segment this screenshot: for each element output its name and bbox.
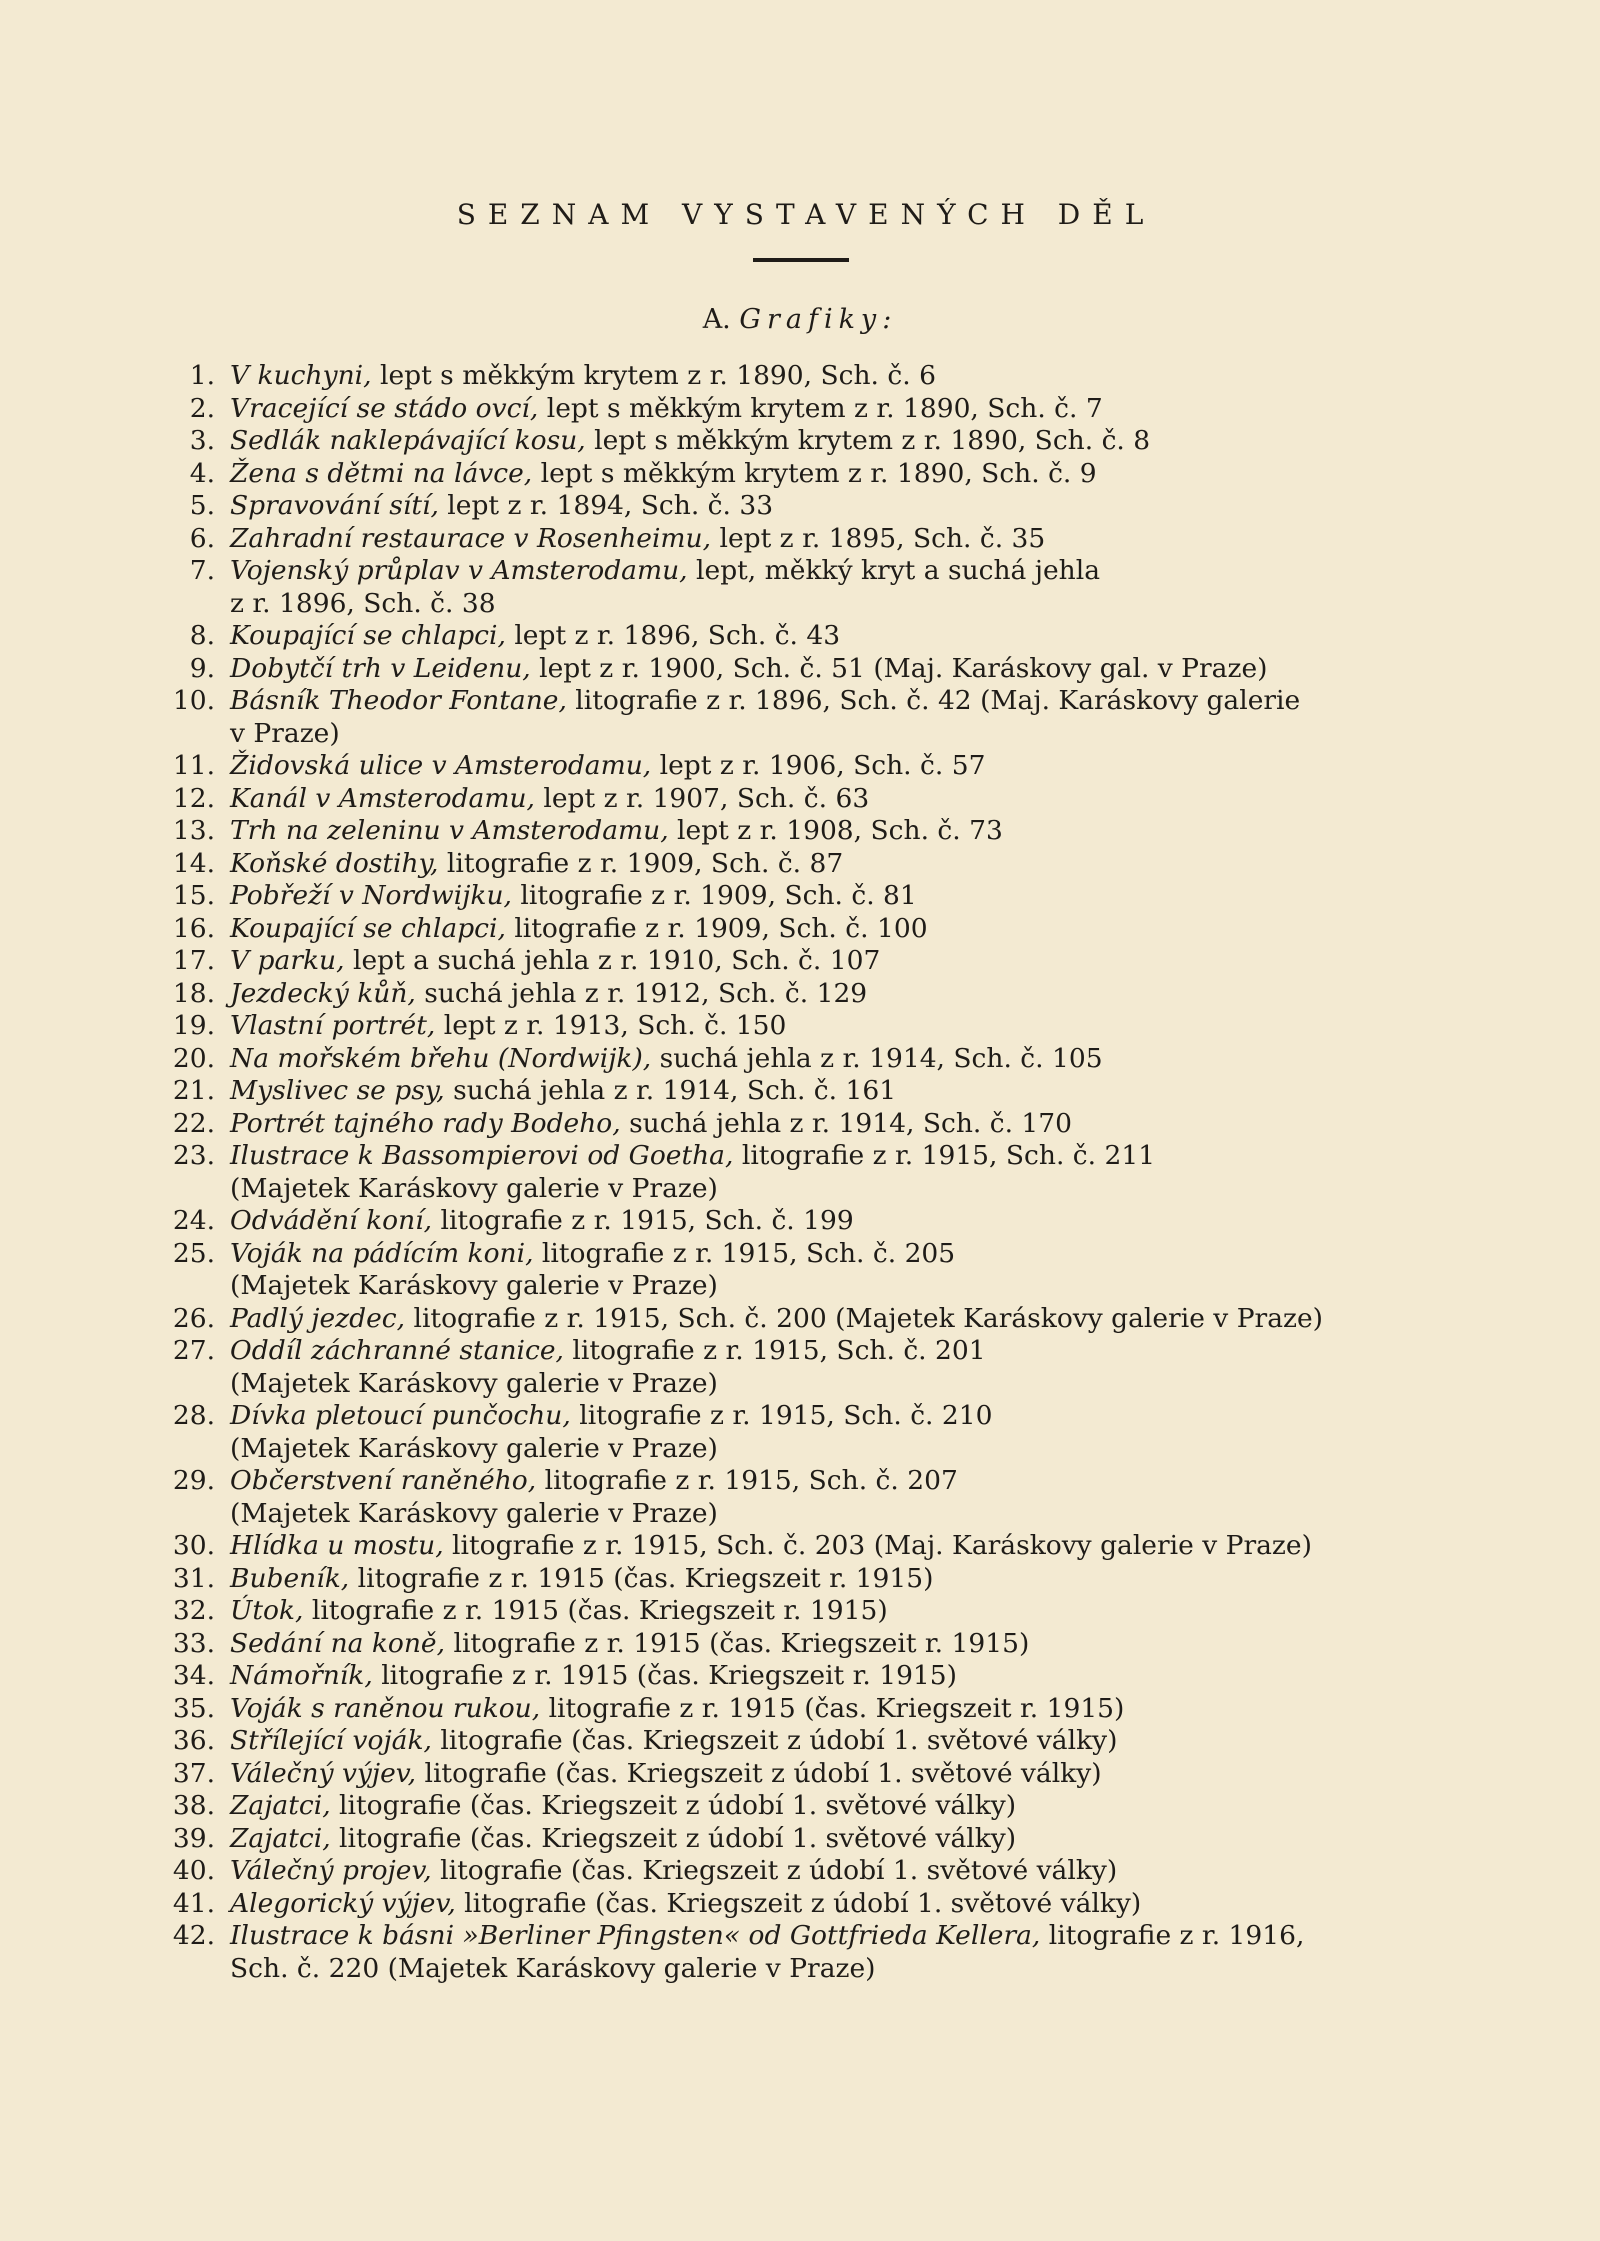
work-details: litografie (čas. Kriegszeit z údobí 1. světové války) xyxy=(416,1757,1102,1789)
list-item xyxy=(150,1530,1450,1563)
work-title: V kuchyni, xyxy=(230,360,372,391)
list-item xyxy=(150,750,1450,783)
work-details: litografie z r. 1915, Sch. č. 199 xyxy=(432,1205,854,1236)
item-number: 23. xyxy=(172,1140,215,1171)
work-title: Koupající se chlapci, xyxy=(230,912,506,944)
work-title: Vlastní portrét, xyxy=(230,1010,436,1041)
list-item xyxy=(150,1010,1450,1043)
item-number: 12. xyxy=(172,782,215,814)
work-details: lept s měkkým krytem z r. 1890, Sch. č. 7 xyxy=(538,392,1103,424)
work-title: Zajatci, xyxy=(230,1790,331,1821)
work-title: Střílející voják, xyxy=(230,1725,432,1756)
work-details: litografie z r. 1915, Sch. č. 200 (Majetek Karáskovy galerie v Praze) xyxy=(405,1302,1323,1334)
section-title: Grafiky: xyxy=(739,304,898,335)
item-number: 29. xyxy=(172,1465,215,1496)
list-item xyxy=(150,1140,1450,1205)
work-details: litografie z r. 1909, Sch. č. 81 xyxy=(511,880,917,911)
work-title: Zahradní restaurace v Rosenheimu, xyxy=(230,522,712,554)
work-details: lept s měkkým krytem z r. 1890, Sch. č. 6 xyxy=(371,360,936,391)
work-details: lept, měkký kryt a suchá jehla xyxy=(687,555,1101,586)
item-number: 34. xyxy=(172,1660,215,1691)
item-number: 19. xyxy=(172,1010,215,1041)
work-details-continued: v Praze) xyxy=(230,717,340,749)
work-details: lept a suchá jehla z r. 1910, Sch. č. 107 xyxy=(344,945,881,976)
work-details: litografie z r. 1915 (čas. Kriegszeit r. 1915) xyxy=(303,1595,888,1626)
work-title: Dívka pletoucí punčochu, xyxy=(230,1400,571,1431)
list-item xyxy=(150,1693,1450,1726)
work-details: litografie z r. 1915 (čas. Kriegszeit r. 1915) xyxy=(540,1692,1125,1724)
work-title: Žena s dětmi na lávce, xyxy=(230,457,533,489)
work-details: litografie z r. 1915, Sch. č. 211 xyxy=(733,1140,1156,1171)
work-title: Portrét tajného rady Bodeho, xyxy=(230,1107,621,1139)
item-number: 14. xyxy=(172,847,215,879)
item-number: 38. xyxy=(172,1790,215,1821)
work-title: Kanál v Amsterodamu, xyxy=(230,782,535,814)
item-number: 1. xyxy=(189,360,215,391)
section-heading xyxy=(0,304,1600,335)
work-title: Pobřeží v Nordwijku, xyxy=(230,880,512,911)
list-item xyxy=(150,1238,1450,1303)
list-item xyxy=(150,1465,1450,1530)
list-item xyxy=(150,620,1450,653)
work-details: suchá jehla z r. 1914, Sch. č. 161 xyxy=(444,1075,897,1106)
work-title: Vracející se stádo ovcí, xyxy=(230,392,539,424)
item-number: 31. xyxy=(172,1562,215,1594)
work-title: Sedání na koně, xyxy=(230,1627,446,1659)
item-number: 13. xyxy=(172,815,215,846)
item-number: 35. xyxy=(172,1692,215,1724)
work-details-continued: Sch. č. 220 (Majetek Karáskovy galerie v Praze) xyxy=(230,1952,876,1984)
work-details: lept z r. 1894, Sch. č. 33 xyxy=(438,490,774,521)
work-details: litografie z r. 1915, Sch. č. 203 (Maj. Karáskovy galerie v Praze) xyxy=(443,1530,1312,1561)
work-details: litografie z r. 1915, Sch. č. 210 xyxy=(570,1400,993,1431)
item-number: 30. xyxy=(172,1530,215,1561)
work-details: litografie (čas. Kriegszeit z údobí 1. světové války) xyxy=(330,1822,1017,1854)
list-item xyxy=(150,523,1450,556)
work-details: lept s měkkým krytem z r. 1890, Sch. č. 8 xyxy=(585,425,1151,456)
work-details: litografie z r. 1915, Sch. č. 205 xyxy=(533,1237,956,1269)
item-number: 4. xyxy=(189,457,215,489)
work-details-continued: (Majetek Karáskovy galerie v Praze) xyxy=(230,1432,718,1464)
work-title: Spravování sítí, xyxy=(230,490,439,521)
item-number: 5. xyxy=(189,490,215,521)
item-number: 15. xyxy=(172,880,215,911)
list-item xyxy=(150,458,1450,491)
item-number: 9. xyxy=(189,652,215,684)
list-item xyxy=(150,1790,1450,1823)
work-title: Ilustrace k básni »Berliner Pfingsten« od Gottfrieda Kellera, xyxy=(230,1920,1041,1951)
work-title: Na mořském břehu (Nordwijk), xyxy=(230,1042,652,1074)
item-number: 33. xyxy=(172,1627,215,1659)
work-details: litografie z r. 1909, Sch. č. 100 xyxy=(505,912,928,944)
list-item xyxy=(150,1595,1450,1628)
work-details: litografie z r. 1896, Sch. č. 42 (Maj. Karáskovy galerie xyxy=(566,685,1301,716)
work-details: lept z r. 1907, Sch. č. 63 xyxy=(534,782,870,814)
work-details: lept z r. 1906, Sch. č. 57 xyxy=(651,750,986,781)
item-number: 22. xyxy=(172,1107,215,1139)
list-item xyxy=(150,1335,1450,1400)
page-title: SEZNAM VYSTAVENÝCH DĚL xyxy=(456,198,1156,231)
work-title: Válečný projev, xyxy=(230,1855,432,1886)
work-details: lept z r. 1900, Sch. č. 51 (Maj. Karáskovy gal. v Praze) xyxy=(530,652,1268,684)
item-number: 3. xyxy=(189,425,215,456)
work-details: lept z r. 1913, Sch. č. 150 xyxy=(435,1010,787,1041)
list-item xyxy=(150,1400,1450,1465)
list-item xyxy=(150,490,1450,523)
work-title: Odvádění koní, xyxy=(230,1205,433,1236)
work-details: litografie (čas. Kriegszeit z údobí 1. světové války) xyxy=(431,1855,1118,1886)
work-title: Jezdecký kůň, xyxy=(230,977,416,1009)
item-number: 39. xyxy=(172,1822,215,1854)
work-title: Zajatci, xyxy=(230,1822,331,1854)
list-item xyxy=(150,1888,1450,1921)
work-title: Koupající se chlapci, xyxy=(230,620,506,651)
item-number: 17. xyxy=(172,945,215,976)
work-title: Občerstvení raněného, xyxy=(230,1465,537,1496)
work-details: litografie z r. 1915, Sch. č. 207 xyxy=(536,1465,958,1496)
work-title: Sedlák naklepávající kosu, xyxy=(230,425,586,456)
section-letter: A. xyxy=(702,304,731,335)
work-title: Voják s raněnou rukou, xyxy=(230,1692,541,1724)
work-details: lept z r. 1895, Sch. č. 35 xyxy=(711,522,1046,554)
list-item xyxy=(150,880,1450,913)
list-item xyxy=(150,653,1450,686)
work-title: Bubeník, xyxy=(230,1562,350,1594)
item-number: 27. xyxy=(172,1335,215,1366)
item-number: 40. xyxy=(172,1855,215,1886)
work-details: litografie z r. 1915 (čas. Kriegszeit r. 1915) xyxy=(372,1660,957,1691)
work-details: litografie (čas. Kriegszeit z údobí 1. světové války) xyxy=(431,1725,1118,1756)
work-title: Padlý jezdec, xyxy=(230,1302,406,1334)
work-details: suchá jehla z r. 1912, Sch. č. 129 xyxy=(415,977,868,1009)
work-title: Trh na zeleninu v Amsterodamu, xyxy=(230,815,669,846)
list-item xyxy=(150,1823,1450,1856)
work-title: Útok, xyxy=(230,1595,304,1626)
item-number: 26. xyxy=(172,1302,215,1334)
item-number: 28. xyxy=(172,1400,215,1431)
work-details-continued: (Majetek Karáskovy galerie v Praze) xyxy=(230,1172,718,1204)
work-details: litografie (čas. Kriegszeit z údobí 1. světové války) xyxy=(330,1790,1017,1821)
work-details: suchá jehla z r. 1914, Sch. č. 105 xyxy=(651,1042,1103,1074)
list-item xyxy=(150,783,1450,816)
list-item xyxy=(150,1108,1450,1141)
work-details: lept z r. 1908, Sch. č. 73 xyxy=(668,815,1003,846)
title-underline xyxy=(753,258,849,262)
work-details-continued: (Majetek Karáskovy galerie v Praze) xyxy=(230,1270,718,1301)
work-details: litografie (čas. Kriegszeit z údobí 1. světové války) xyxy=(455,1887,1142,1919)
item-number: 2. xyxy=(189,392,215,424)
item-number: 7. xyxy=(189,555,215,586)
work-title: Oddíl záchranné stanice, xyxy=(230,1335,564,1366)
work-details: litografie z r. 1915 (čas. Kriegszeit r. 1915) xyxy=(349,1562,934,1594)
list-item xyxy=(150,425,1450,458)
list-item xyxy=(150,913,1450,946)
item-number: 36. xyxy=(172,1725,215,1756)
list-item xyxy=(150,1563,1450,1596)
item-number: 11. xyxy=(172,750,215,781)
work-title: Voják na pádícím koni, xyxy=(230,1237,534,1269)
work-title: V parku, xyxy=(230,945,345,976)
work-title: Židovská ulice v Amsterodamu, xyxy=(230,750,652,781)
list-item xyxy=(150,360,1450,393)
item-number: 21. xyxy=(172,1075,215,1106)
list-item xyxy=(150,1758,1450,1791)
item-number: 41. xyxy=(172,1887,215,1919)
item-number: 25. xyxy=(172,1237,215,1269)
list-item xyxy=(150,1855,1450,1888)
work-details: suchá jehla z r. 1914, Sch. č. 170 xyxy=(620,1107,1072,1139)
work-title: Alegorický výjev, xyxy=(230,1887,456,1919)
work-details: lept s měkkým krytem z r. 1890, Sch. č. 9 xyxy=(532,457,1097,489)
work-details: litografie z r. 1915 (čas. Kriegszeit r. 1915) xyxy=(445,1627,1030,1659)
item-number: 10. xyxy=(172,685,215,716)
list-item xyxy=(150,393,1450,426)
work-details: litografie z r. 1916, xyxy=(1040,1920,1305,1951)
list-item xyxy=(150,685,1450,750)
list-item xyxy=(150,1920,1450,1985)
list-item xyxy=(150,1075,1450,1108)
work-details: litografie z r. 1915, Sch. č. 201 xyxy=(563,1335,986,1366)
work-title: Válečný výjev, xyxy=(230,1757,417,1789)
list-item xyxy=(150,1205,1450,1238)
work-title: Námořník, xyxy=(230,1660,373,1691)
work-title: Myslivec se psy, xyxy=(230,1075,445,1106)
work-title: Hlídka u mostu, xyxy=(230,1530,444,1561)
work-details-continued: (Majetek Karáskovy galerie v Praze) xyxy=(230,1367,718,1399)
item-number: 18. xyxy=(172,977,215,1009)
item-number: 24. xyxy=(172,1205,215,1236)
item-number: 20. xyxy=(172,1042,215,1074)
item-number: 42. xyxy=(172,1920,215,1951)
work-title: Dobytčí trh v Leidenu, xyxy=(230,652,531,684)
works-list xyxy=(150,360,1450,1985)
list-item xyxy=(150,1725,1450,1758)
item-number: 16. xyxy=(172,912,215,944)
item-number: 37. xyxy=(172,1757,215,1789)
item-number: 32. xyxy=(172,1595,215,1626)
list-item xyxy=(150,1043,1450,1076)
item-number: 8. xyxy=(189,620,215,651)
work-details: litografie z r. 1909, Sch. č. 87 xyxy=(438,847,844,879)
list-item xyxy=(150,1660,1450,1693)
item-number: 6. xyxy=(189,522,215,554)
work-title: Vojenský průplav v Amsterodamu, xyxy=(230,555,688,586)
work-title: Básník Theodor Fontane, xyxy=(230,685,567,716)
list-item xyxy=(150,1303,1450,1336)
work-title: Ilustrace k Bassompierovi od Goetha, xyxy=(230,1140,734,1171)
list-item xyxy=(150,978,1450,1011)
work-details-continued: z r. 1896, Sch. č. 38 xyxy=(230,587,496,619)
work-details: lept z r. 1896, Sch. č. 43 xyxy=(505,620,841,651)
list-item xyxy=(150,848,1450,881)
work-title: Koňské dostihy, xyxy=(230,847,439,879)
work-details-continued: (Majetek Karáskovy galerie v Praze) xyxy=(230,1497,718,1529)
list-item xyxy=(150,945,1450,978)
list-item xyxy=(150,815,1450,848)
list-item xyxy=(150,1628,1450,1661)
list-item xyxy=(150,555,1450,620)
